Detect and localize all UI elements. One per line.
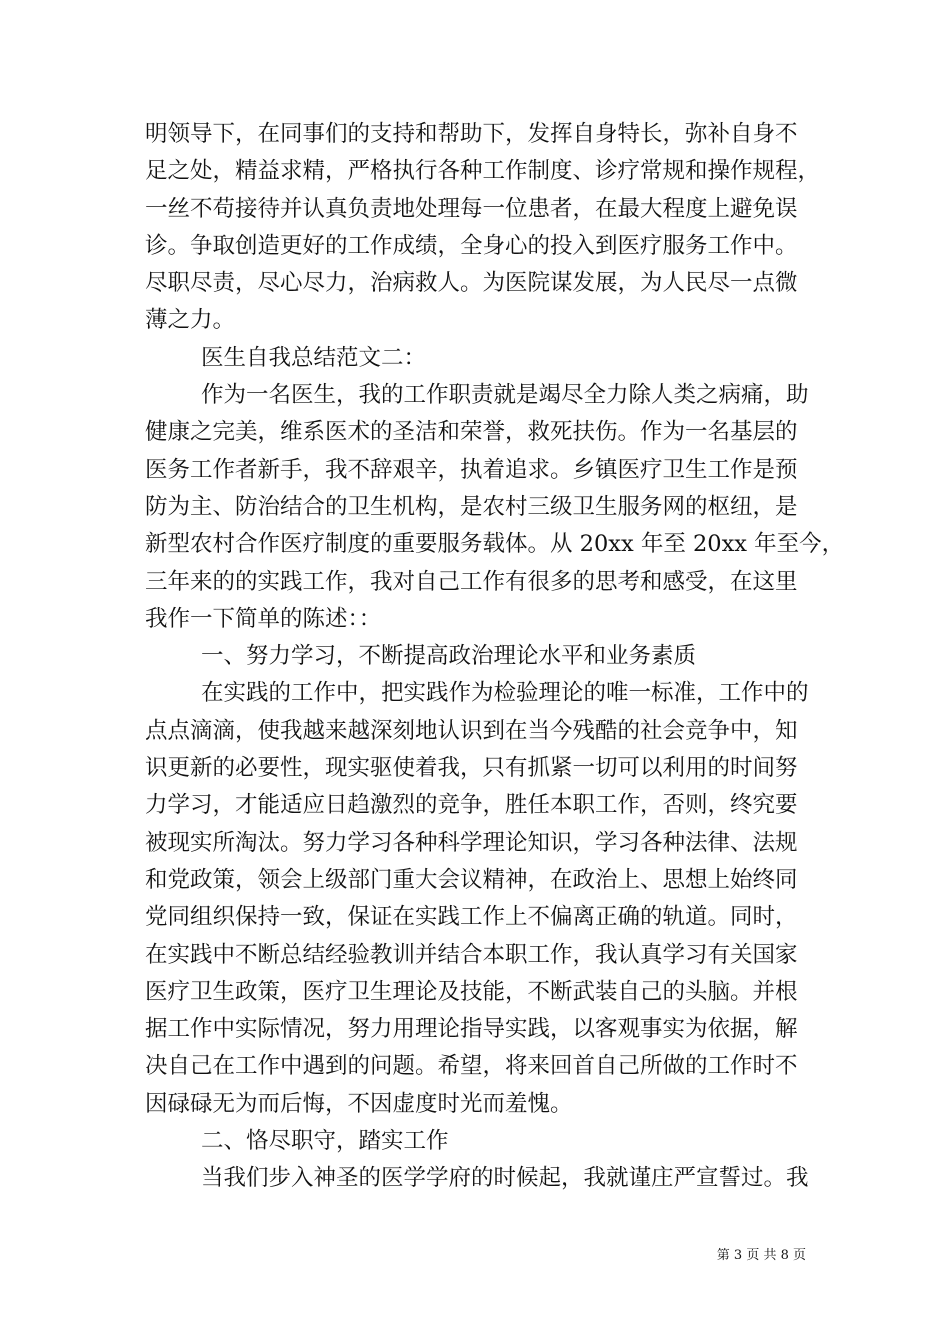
text-line: 二、恪尽职守，踏实工作 — [201, 1128, 449, 1155]
text-line: 一、努力学习，不断提高政治理论水平和业务素质 — [201, 643, 697, 670]
text-line: 决自己在工作中遇到的问题。希望，将来回首自己所做的工作时不 — [145, 1053, 798, 1080]
text-line: 诊。争取创造更好的工作成绩，全身心的投入到医疗服务工作中。 — [145, 232, 798, 259]
text-line: 健康之完美，维系医术的圣洁和荣誉，救死扶伤。作为一名基层的 — [145, 419, 798, 446]
text-line: 和党政策，领会上级部门重大会议精神，在政治上、思想上始终同 — [145, 866, 798, 893]
text-line: 尽职尽责，尽心尽力，治病救人。为医院谋发展，为人民尽一点微 — [145, 270, 798, 297]
text-line: 力学习，才能适应日趋激烈的竞争，胜任本职工作，否则，终究要 — [145, 792, 798, 819]
text-line: 一丝不苟接待并认真负责地处理每一位患者，在最大程度上避免误 — [145, 195, 798, 222]
paragraph — [145, 116, 821, 340]
text-line: 防为主、防治结合的卫生机构，是农村三级卫生服务网的枢纽，是 — [145, 493, 798, 520]
text-line: 三年来的的实践工作，我对自己工作有很多的思考和感受，在这里 — [145, 568, 798, 595]
text-line: 党同组织保持一致，保证在实践工作上不偏离正确的轨道。同时， — [145, 904, 798, 931]
text-line: 明领导下，在同事们的支持和帮助下，发挥自身特长，弥补自身不 — [145, 121, 798, 147]
text-line: 新型农村合作医疗制度的重要服务载体。从 20xx 年至 20xx 年至今， — [145, 531, 845, 558]
text-line: 被现实所淘汰。努力学习各种科学理论知识，学习各种法律、法规 — [145, 829, 798, 856]
paragraph — [145, 1123, 815, 1160]
text-line: 薄之力。 — [145, 307, 236, 334]
paragraph — [145, 377, 845, 638]
text-line: 识更新的必要性，现实驱使着我，只有抓紧一切可以利用的时间努 — [145, 755, 798, 782]
paragraph — [145, 340, 815, 377]
text-line: 足之处，精益求精，严格执行各种工作制度、诊疗常规和操作规程， — [145, 158, 821, 185]
text-line: 作为一名医生，我的工作职责就是竭尽全力除人类之病痛，助 — [201, 382, 809, 409]
text-line: 当我们步入神圣的医学学府的时候起，我就谨庄严宣誓过。我 — [201, 1165, 809, 1192]
text-line: 点点滴滴，使我越来越深刻地认识到在当今残酷的社会竞争中，知 — [145, 717, 798, 744]
paragraph — [145, 638, 815, 675]
text-line: 在实践中不断总结经验教训并结合本职工作，我认真学习有关国家 — [145, 941, 798, 968]
text-line: 我作一下简单的陈述：： — [145, 605, 382, 632]
text-line: 医生自我总结范文二： — [201, 344, 427, 371]
text-line: 因碌碌无为而后悔，不因虚度时光而羞愧。 — [145, 1090, 573, 1117]
text-line: 在实践的工作中，把实践作为检验理论的唯一标准，工作中的 — [201, 680, 809, 707]
paragraph — [145, 675, 815, 1123]
text-line: 医务工作者新手，我不辞艰辛，执着追求。乡镇医疗卫生工作是预 — [145, 456, 798, 483]
page-footer: 第 3 页 共 8 页 — [716, 1248, 806, 1263]
paragraph — [145, 1160, 815, 1197]
document-body — [145, 116, 845, 1198]
text-line: 医疗卫生政策，医疗卫生理论及技能，不断武装自己的头脑。并根 — [145, 978, 798, 1005]
text-line: 据工作中实际情况，努力用理论指导实践，以客观事实为依据，解 — [145, 1016, 798, 1043]
